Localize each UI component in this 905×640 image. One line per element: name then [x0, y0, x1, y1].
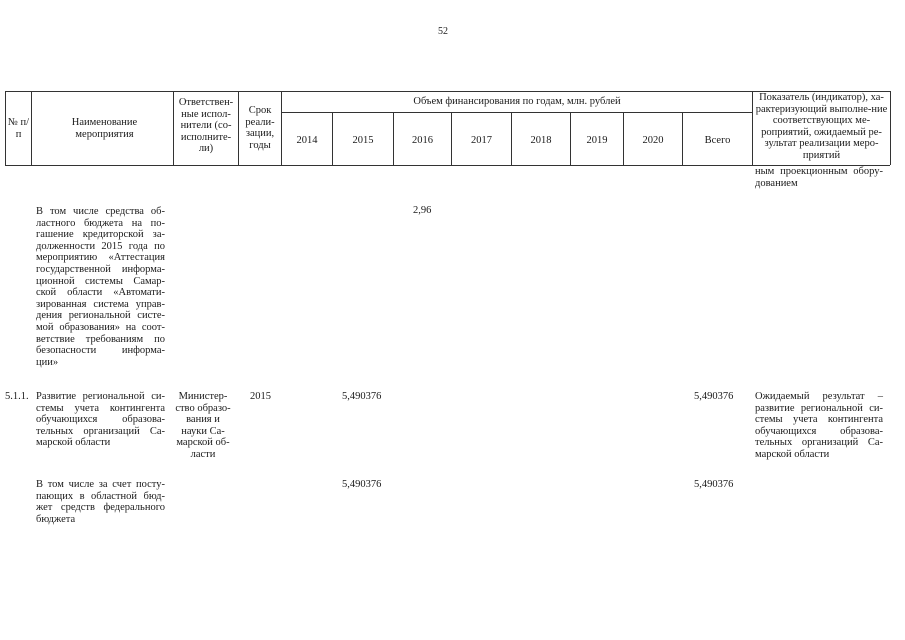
row-2-name: Развитие региональной си- стемы учета контингента обучающихся образова- тельных организаций Са- марской области	[36, 391, 165, 449]
row-2-y2015: 5,490376	[342, 391, 382, 402]
col-line	[31, 91, 32, 165]
header-year-2014: 2014	[296, 135, 318, 146]
header-total: Всего	[704, 135, 731, 146]
row-3-y2015: 5,490376	[342, 479, 382, 490]
row-1-y2016: 2,96	[413, 205, 432, 216]
page-number: 52	[438, 26, 448, 37]
header-responsible: Ответствен-ные испол-нители (со-исполните-ли)	[178, 97, 234, 154]
header-year-2017: 2017	[471, 135, 492, 146]
col-line	[752, 91, 753, 165]
row-2-term: 2015	[250, 391, 271, 402]
header-term: Срок реали-зации, годы	[245, 105, 275, 151]
header-indicator: Показатель (индикатор), ха-рактеризующий выполне-ние соответствующих ме-роприятий, ожидаемый ре-зультат реализации меро-приятий	[755, 92, 888, 161]
header-year-2016: 2016	[412, 135, 433, 146]
row-2-indicator: Ожидаемый результат – развитие региональной си- стемы учета контингента обучающихся образова- тельных организаций Са- марской области	[755, 391, 883, 460]
table-header	[5, 91, 890, 165]
col-line	[238, 91, 239, 165]
col-line	[173, 91, 174, 165]
header-year-2019: 2019	[586, 135, 608, 146]
header-year-2020: 2020	[642, 135, 664, 146]
header-name: Наименование мероприятия	[71, 117, 138, 140]
continued-indicator: ным проекционным обору- дованием	[755, 166, 883, 189]
row-2-num: 5.1.1.	[5, 391, 29, 402]
header-financing: Объем финансирования по годам, млн. рублей	[413, 96, 621, 107]
row-1-name: В том числе средства об- ластного бюджета на по- гашение кредиторской за- долженности 2015 года по мероприятию «Аттестация государственной информа- ционной системы Самар- ской области «Автомати- зированная система управ- дения региональной систе- мой образования» на соот- ветствие требованиям по безопасности информа- ции»	[36, 206, 165, 368]
col-line	[890, 91, 891, 165]
row-2-total: 5,490376	[694, 391, 734, 402]
header-year-2018: 2018	[530, 135, 552, 146]
row-3-total: 5,490376	[694, 479, 734, 490]
header-year-2015: 2015	[352, 135, 374, 146]
row-3-name: В том числе за счет посту- пающих в областной бюд- жет средств федерального бюджета	[36, 479, 165, 525]
header-num: № п/п	[7, 117, 30, 140]
col-line	[281, 91, 282, 165]
row-2-responsible: Министер- ство образо- вания и науки Са- марской об- ласти	[175, 391, 231, 460]
